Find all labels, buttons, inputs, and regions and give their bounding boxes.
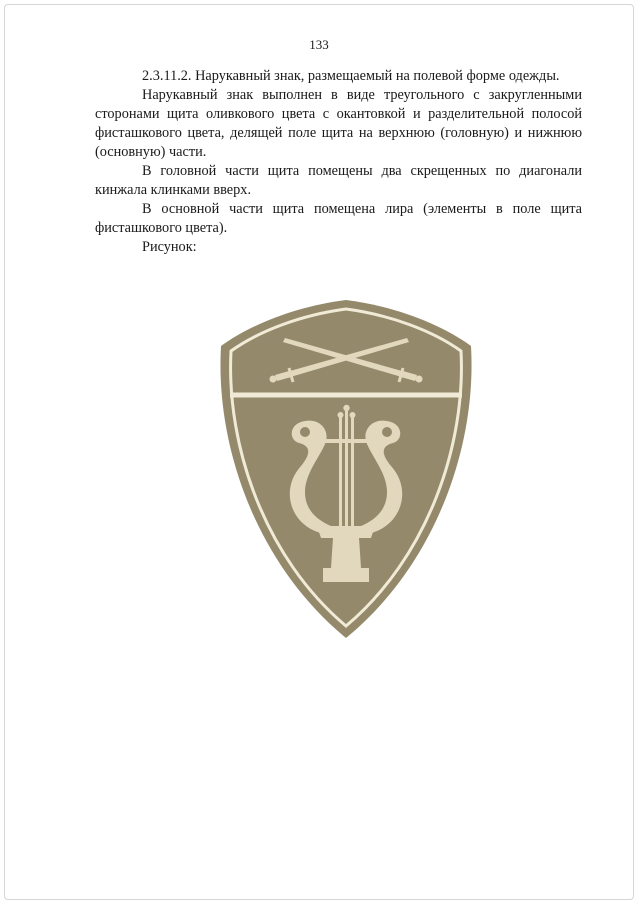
paragraph-description: Нарукавный знак выполнен в виде треугольного с закругленными сторонами щита оливкового цвета с окантовкой и разделительной полосой фисташкового цвета, делящей поле щита на верхнюю (головную) и нижнюю (основную) части. bbox=[95, 87, 582, 160]
sleeve-emblem bbox=[219, 298, 473, 640]
page-number: 133 bbox=[309, 37, 329, 52]
section-heading: 2.3.11.2. Нарукавный знак, размещаемый на полевой форме одежды. bbox=[142, 68, 560, 84]
document-page bbox=[4, 4, 634, 900]
paragraph-head-part: В головной части щита помещены два скрещенных по диагонали кинжала клинками вверх. bbox=[95, 163, 582, 198]
sleeve-emblem-figure bbox=[219, 298, 473, 640]
figure-caption: Рисунок: bbox=[142, 239, 197, 255]
document-text bbox=[95, 67, 582, 257]
paragraph-main-part: В основной части щита помещена лира (элементы в поле щита фисташкового цвета). bbox=[95, 201, 582, 236]
